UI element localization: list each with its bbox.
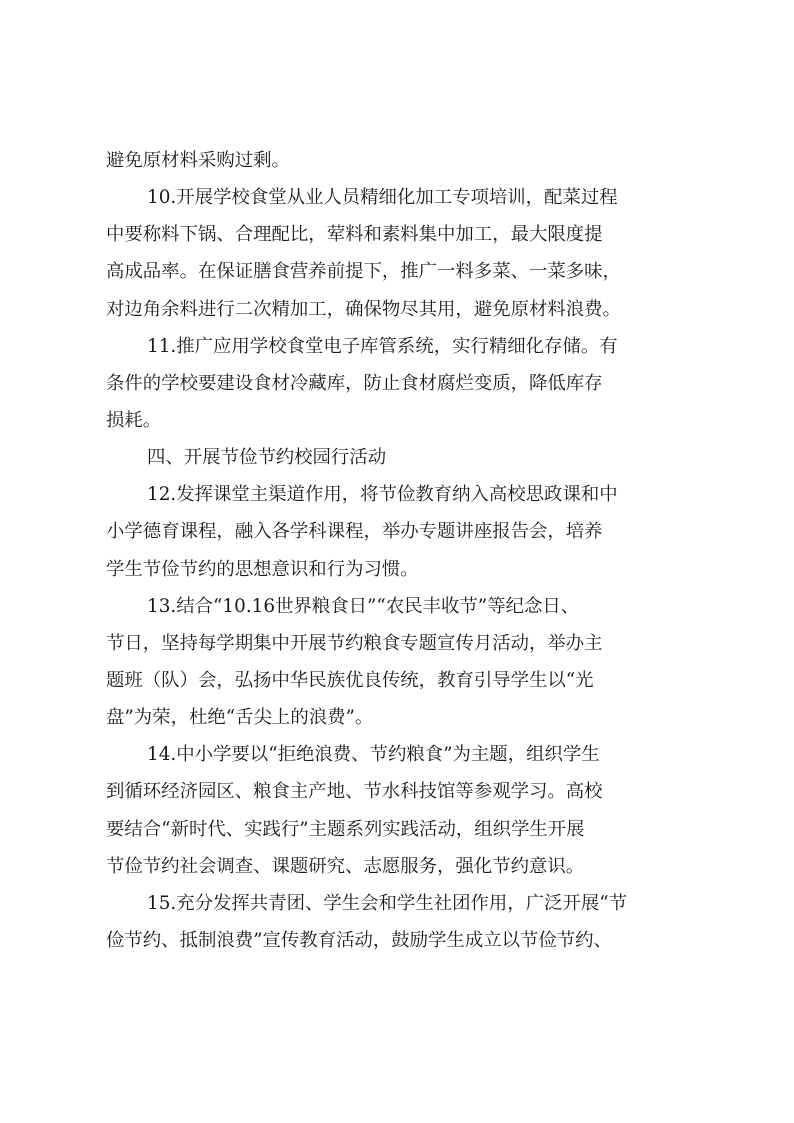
text-line: 高成品率。在保证膳食营养前提下，推广一料多菜、一菜多味， [106, 261, 621, 283]
text-line: 11.推广应用学校食堂电子库管系统，实行精细化存储。有 [147, 335, 618, 357]
text-line: 14.中小学要以“拒绝浪费、节约粮食”为主题，组织学生 [147, 744, 600, 766]
text-line: 13.结合“10.16世界粮食日”“农民丰收节”等纪念日、 [147, 595, 580, 617]
text-line: 俭节约、抵制浪费”宣传教育活动，鼓励学生成立以节俭节约、 [106, 929, 612, 951]
text-line: 到循环经济园区、粮食主产地、节水科技馆等参观学习。高校 [106, 781, 603, 803]
text-line: 节俭节约社会调查、课题研究、志愿服务，强化节约意识。 [106, 855, 585, 877]
text-line: 盘”为荣，杜绝“舌尖上的浪费”。 [106, 707, 374, 729]
text-line: 对边角余料进行二次精加工，确保物尽其用，避免原材料浪费。 [106, 298, 621, 320]
text-line: 损耗。 [106, 409, 162, 431]
text-line: 四、开展节俭节约校园行活动 [147, 447, 387, 469]
text-line: 中要称料下锅、合理配比，荤料和素料集中加工，最大限度提 [106, 224, 603, 246]
text-line: 10.开展学校食堂从业人员精细化加工专项培训，配菜过程 [147, 187, 618, 209]
text-line: 要结合“新时代、实践行”主题系列实践活动，组织学生开展 [106, 818, 585, 840]
text-line: 题班（队）会，弘扬中华民族优良传统，教育引导学生以“光 [106, 669, 594, 691]
text-line: 学生节俭节约的思想意识和行为习惯。 [106, 558, 419, 580]
text-line: 条件的学校要建设食材冷藏库，防止食材腐烂变质，降低库存 [106, 372, 603, 394]
document-body [106, 142, 666, 959]
text-line: 小学德育课程，融入各学科课程，举办专题讲座报告会，培养 [106, 521, 603, 543]
text-line: 15.充分发挥共青团、学生会和学生社团作用，广泛开展“节 [147, 892, 628, 914]
text-line: 12.发挥课堂主渠道作用，将节俭教育纳入高校思政课和中 [147, 484, 618, 506]
text-line: 节日，坚持每学期集中开展节约粮食专题宣传月活动，举办主 [106, 632, 603, 654]
text-line: 避免原材料采购过剩。 [106, 150, 290, 171]
